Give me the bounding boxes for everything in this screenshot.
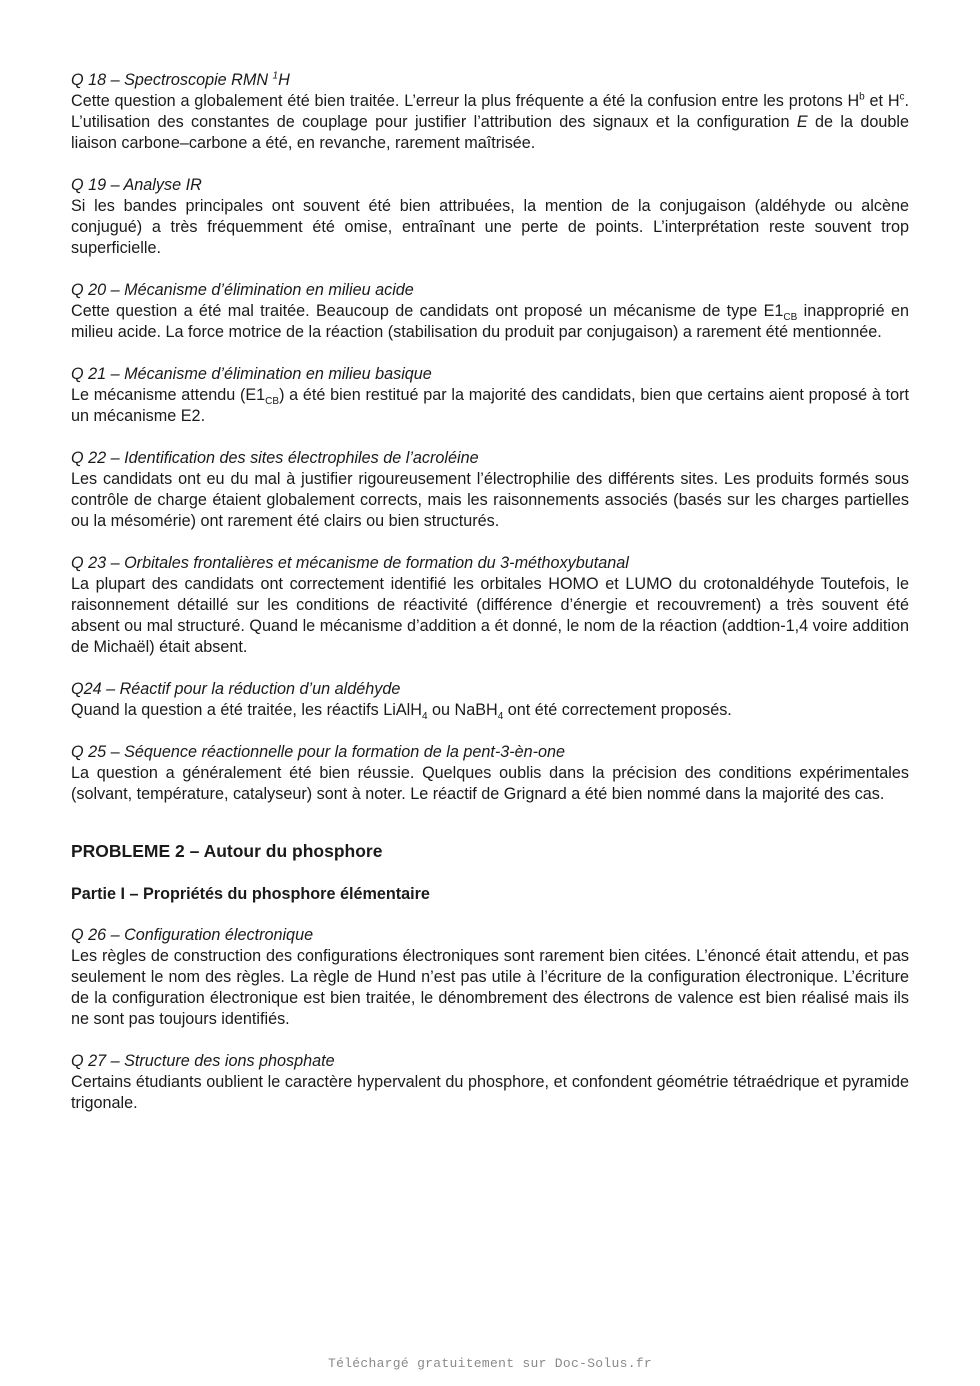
problem-heading: PROBLEME 2 – Autour du phosphore <box>71 841 383 861</box>
question-body <box>71 301 909 343</box>
body-text: inapproprié en milieu acide. La force motrice de la réaction (stabilisation du produit par conjugaison) a rarement été mentionnée. <box>71 302 910 341</box>
title-text: H <box>278 71 290 89</box>
subscript: 4 <box>421 711 428 723</box>
body-text: Quand la question a été traitée, les réactifs LiAlH <box>71 701 422 719</box>
body-text: Le mécanisme attendu (E1 <box>71 386 266 404</box>
question-20 <box>71 280 909 343</box>
question-title: Q 22 – Identification des sites électrophiles de l’acroléine <box>71 449 479 467</box>
question-body <box>71 91 909 154</box>
question-22 <box>71 448 909 532</box>
superscript: b <box>859 91 865 103</box>
question-title: Q 19 – Analyse IR <box>71 176 202 194</box>
question-title: Q24 – Réactif pour la réduction d’un aldéhyde <box>71 680 401 698</box>
superscript: 1 <box>272 70 279 82</box>
question-body <box>71 700 909 721</box>
body-text: Cette question a été mal traitée. Beaucoup de candidats ont proposé un mécanisme de type E1 <box>71 302 784 320</box>
question-body: Si les bandes principales ont souvent été bien attribuées, la mention de la conjugaison (aldéhyde ou alcène conjugué) a très fréquemment été omise, entraînant une perte de points. L’interprétation reste souvent trop superficielle. <box>71 197 909 257</box>
subscript: 4 <box>497 711 504 723</box>
question-19 <box>71 175 909 259</box>
question-27 <box>71 1051 909 1114</box>
question-title: Q 26 – Configuration électronique <box>71 926 314 944</box>
question-title: Q 25 – Séquence réactionnelle pour la formation de la pent-3-èn-one <box>71 743 566 761</box>
question-body: Certains étudiants oublient le caractère hypervalent du phosphore, et confondent géométrie tétraédrique et pyramide trigonale. <box>71 1073 909 1112</box>
body-text: Cette question a globalement été bien traitée. L’erreur la plus fréquente a été la confusion entre les protons H <box>71 92 860 110</box>
question-18 <box>71 70 909 154</box>
question-body <box>71 385 909 427</box>
question-25 <box>71 742 909 805</box>
body-text: ou NaBH <box>427 701 498 719</box>
question-body: La plupart des candidats ont correctement identifié les orbitales HOMO et LUMO du crotonaldéhyde Toutefois, le raisonnement détaillé sur les conditions de réactivité (différence d’énergie et recouvrement) a très souvent été absent ou mal structuré. Quand le mécanisme d’addition a ét donné, le nom de la réaction (addtion-1,4 voire addition de Michaël) était absent. <box>71 575 909 656</box>
body-text: et H <box>864 92 900 110</box>
document-page <box>71 70 909 1114</box>
body-text: . L’utilisation des constantes de couplage pour justifier l’attribution des signaux et la configuration <box>71 92 910 131</box>
body-text: de la double liaison carbone–carbone a été, en revanche, rarement maîtrisée. <box>71 113 909 152</box>
question-title: Q 23 – Orbitales frontalières et mécanisme de formation du 3-méthoxybutanal <box>71 554 629 572</box>
question-body: Les règles de construction des configurations électroniques sont rarement bien citées. L’énoncé était attendu, et pas seulement le nom des règles. La règle de Hund n’est pas utile à l’écriture de la configuration électronique. L’écriture de la configuration électronique est bien traitée, le dénombrement des électrons de valence est bien réalisé mais ils ne sont pas toujours identifiés. <box>71 947 909 1028</box>
title-text: Q 18 – Spectroscopie RMN <box>71 71 273 89</box>
question-26 <box>71 925 909 1030</box>
italic-text: E <box>796 113 808 131</box>
question-title: Q 20 – Mécanisme d’élimination en milieu acide <box>71 281 414 299</box>
question-body: La question a généralement été bien réussie. Quelques oublis dans la précision des conditions expérimentales (solvant, température, catalyseur) sont à noter. Le réactif de Grignard a été bien nommé dans la majorité des cas. <box>71 764 909 803</box>
body-text: ) a été bien restitué par la majorité des candidats, bien que certains aient proposé à tort un mécanisme E2. <box>71 386 909 425</box>
question-23 <box>71 553 909 658</box>
question-title: Q 27 – Structure des ions phosphate <box>71 1052 335 1070</box>
part-heading: Partie I – Propriétés du phosphore élémentaire <box>71 885 430 903</box>
body-text: ont été correctement proposés. <box>503 701 732 719</box>
subscript: CB <box>783 312 798 324</box>
question-title <box>71 70 909 91</box>
superscript: c <box>899 91 905 103</box>
question-body: Les candidats ont eu du mal à justifier rigoureusement l’électrophilie des différents sites. Les produits formés sous contrôle de charge étaient globalement corrects, mais les raisonnements associés (basés sur les charges partielles ou la mésomérie) ont rarement été clairs ou bien structurés. <box>71 470 909 530</box>
question-24 <box>71 679 909 721</box>
question-title: Q 21 – Mécanisme d’élimination en milieu basique <box>71 365 432 383</box>
subscript: CB <box>265 396 280 408</box>
footer-watermark: Téléchargé gratuitement sur Doc-Solus.fr <box>327 1356 653 1371</box>
question-21 <box>71 364 909 427</box>
